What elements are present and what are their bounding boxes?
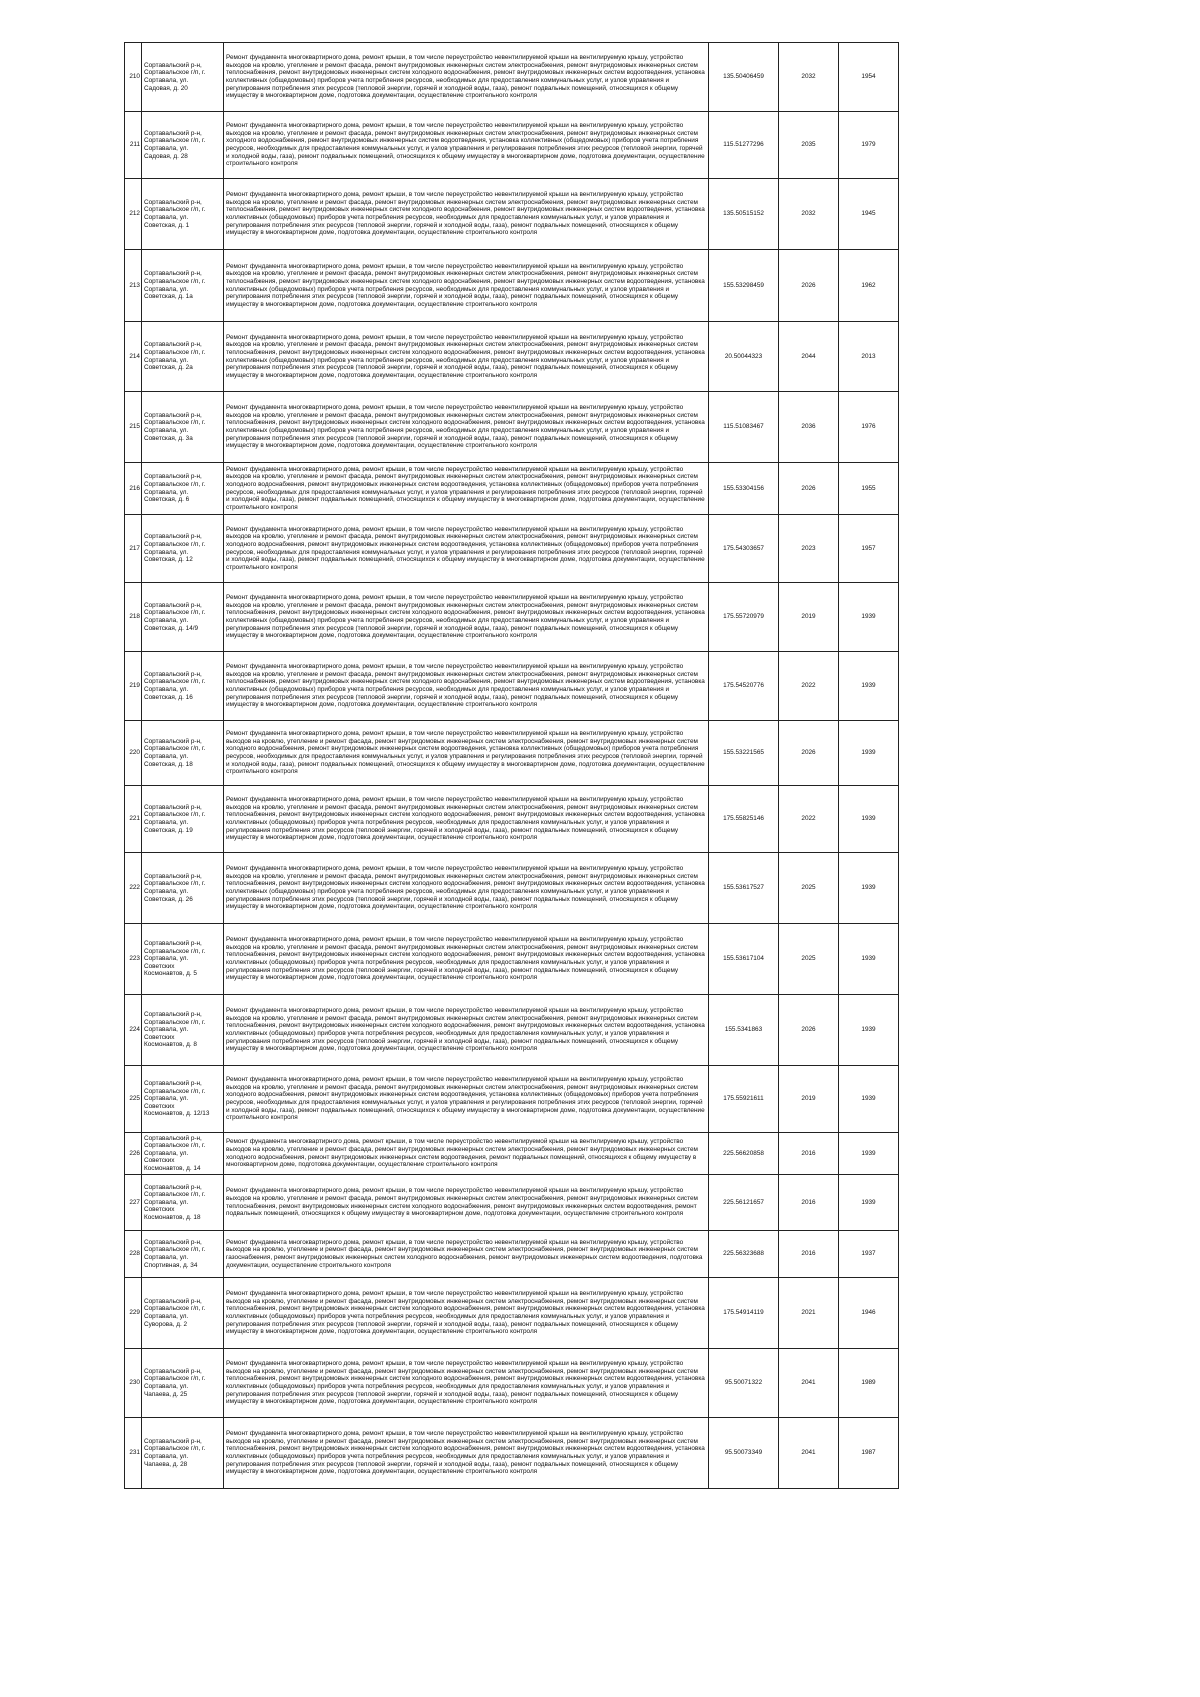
planned-year: 2025 [779,924,839,995]
construction-year: 1954 [839,43,899,112]
construction-year: 1939 [839,924,899,995]
row-number: 224 [125,995,142,1066]
table-row [125,652,899,721]
row-number: 231 [125,1418,142,1489]
construction-year: 1945 [839,179,899,250]
building-code: 175.55825146 [709,786,779,853]
building-code: 225.56323688 [709,1231,779,1278]
planned-year: 2025 [779,853,839,924]
row-number: 216 [125,463,142,515]
table-row [125,786,899,853]
building-address: Сортавальский р-н, Сортавальское г/п, г. Сортавала, ул. Советская, д. 19 [142,786,224,853]
row-number: 210 [125,43,142,112]
table-row [125,721,899,786]
planned-year: 2036 [779,392,839,463]
work-list: Ремонт фундамента многоквартирного дома, ремонт крыши, в том числе переустройство невентилируемой крыши на вентилируемую крышу, устройство выходов на кровлю, утепление и ремонт фасада, ремонт внутридомовых инженерных систем электроснабжения, ремонт внутридомовых инженерных систем холодного водоснабжения, ремонт внутридомовых инженерных систем водоотведения, установка коллективных (общедомовых) приборов учета потребления ресурсов, необходимых для предоставления коммунальных услуг, и узлов управления и регулирования потребления этих ресурсов (тепловой энергии, горячей и холодной воды, газа), ремонт подвальных помещений, относящихся к общему имуществу в многоквартирном доме, подготовка документации, осуществление строительного контроля [224,515,709,583]
planned-year: 2041 [779,1349,839,1418]
row-number: 230 [125,1349,142,1418]
planned-year: 2026 [779,250,839,322]
building-address: Сортавальский р-н, Сортавальское г/п, г. Сортавала, ул. Советских Космонавтов, д. 5 [142,924,224,995]
row-number: 222 [125,853,142,924]
row-number: 219 [125,652,142,721]
building-address: Сортавальский р-н, Сортавальское г/п, г. Сортавала, ул. Советская, д. 3а [142,392,224,463]
planned-year: 2041 [779,1418,839,1489]
building-address: Сортавальский р-н, Сортавальское г/п, г. Сортавала, ул. Советская, д. 1а [142,250,224,322]
table-row [125,1278,899,1349]
row-number: 228 [125,1231,142,1278]
planned-year: 2022 [779,786,839,853]
work-list: Ремонт фундамента многоквартирного дома, ремонт крыши, в том числе переустройство невентилируемой крыши на вентилируемую крышу, устройство выходов на кровлю, утепление и ремонт фасада, ремонт внутридомовых инженерных систем электроснабжения, ремонт внутридомовых инженерных систем теплоснабжения, ремонт внутридомовых инженерных систем холодного водоснабжения, ремонт внутридомовых инженерных систем водоотведения, установка коллективных (общедомовых) приборов учета потребления ресурсов, необходимых для предоставления коммунальных услуг, и узлов управления и регулирования потребления этих ресурсов (тепловой энергии, горячей и холодной воды, газа), ремонт подвальных помещений, относящихся к общему имуществу в многоквартирном доме, подготовка документации, осуществление строительного контроля [224,1278,709,1349]
table-row [125,1066,899,1133]
table-body [125,43,899,1489]
planned-year: 2019 [779,1066,839,1133]
work-list: Ремонт фундамента многоквартирного дома, ремонт крыши, в том числе переустройство невентилируемой крыши на вентилируемую крышу, устройство выходов на кровлю, утепление и ремонт фасада, ремонт внутридомовых инженерных систем электроснабжения, ремонт внутридомовых инженерных систем холодного водоснабжения, ремонт внутридомовых инженерных систем водоотведения, установка коллективных (общедомовых) приборов учета потребления ресурсов, необходимых для предоставления коммунальных услуг, и узлов управления и регулирования потребления этих ресурсов (тепловой энергии, горячей и холодной воды, газа), ремонт подвальных помещений, относящихся к общему имуществу в многоквартирном доме, подготовка документации, осуществление строительного контроля [224,112,709,179]
building-code: 225.56620858 [709,1133,779,1175]
row-number: 227 [125,1175,142,1231]
building-code: 155.53298459 [709,250,779,322]
building-code: 175.54303657 [709,515,779,583]
planned-year: 2016 [779,1133,839,1175]
table-row [125,43,899,112]
building-address: Сортавальский р-н, Сортавальское г/п, г. Сортавала, ул. Советская, д. 18 [142,721,224,786]
building-code: 155.53221565 [709,721,779,786]
table-row [125,924,899,995]
table-row [125,995,899,1066]
work-list: Ремонт фундамента многоквартирного дома, ремонт крыши, в том числе переустройство невентилируемой крыши на вентилируемую крышу, устройство выходов на кровлю, утепление и ремонт фасада, ремонт внутридомовых инженерных систем электроснабжения, ремонт внутридомовых инженерных систем теплоснабжения, ремонт внутридомовых инженерных систем холодного водоснабжения, ремонт внутридомовых инженерных систем водоотведения, установка коллективных (общедомовых) приборов учета потребления ресурсов, необходимых для предоставления коммунальных услуг, и узлов управления и регулирования потребления этих ресурсов (тепловой энергии, горячей и холодной воды, газа), ремонт подвальных помещений, относящихся к общему имуществу в многоквартирном доме, подготовка документации, осуществление строительного контроля [224,392,709,463]
building-code: 115.51277296 [709,112,779,179]
table-row [125,112,899,179]
planned-year: 2044 [779,322,839,392]
row-number: 225 [125,1066,142,1133]
work-list: Ремонт фундамента многоквартирного дома, ремонт крыши, в том числе переустройство невентилируемой крыши на вентилируемую крышу, устройство выходов на кровлю, утепление и ремонт фасада, ремонт внутридомовых инженерных систем электроснабжения, ремонт внутридомовых инженерных систем теплоснабжения, ремонт внутридомовых инженерных систем холодного водоснабжения, ремонт внутридомовых инженерных систем водоотведения, установка коллективных (общедомовых) приборов учета потребления ресурсов, необходимых для предоставления коммунальных услуг, и узлов управления и регулирования потребления этих ресурсов (тепловой энергии, горячей и холодной воды, газа), ремонт подвальных помещений, относящихся к общему имуществу в многоквартирном доме, подготовка документации, осуществление строительного контроля [224,43,709,112]
building-code: 135.50406459 [709,43,779,112]
construction-year: 1957 [839,515,899,583]
row-number: 220 [125,721,142,786]
work-list: Ремонт фундамента многоквартирного дома, ремонт крыши, в том числе переустройство невентилируемой крыши на вентилируемую крышу, устройство выходов на кровлю, утепление и ремонт фасада, ремонт внутридомовых инженерных систем электроснабжения, ремонт внутридомовых инженерных систем холодного водоснабжения, ремонт внутридомовых инженерных систем водоотведения, установка коллективных (общедомовых) приборов учета потребления ресурсов, необходимых для предоставления коммунальных услуг, и узлов управления и регулирования потребления этих ресурсов (тепловой энергии, горячей и холодной воды, газа), ремонт подвальных помещений, относящихся к общему имуществу в многоквартирном доме, подготовка документации, осуществление строительного контроля [224,1066,709,1133]
row-number: 213 [125,250,142,322]
building-code: 155.53304156 [709,463,779,515]
building-address: Сортавальский р-н, Сортавальское г/п, г. Сортавала, ул. Садовая, д. 20 [142,43,224,112]
table-row [125,1349,899,1418]
planned-year: 2021 [779,1278,839,1349]
construction-year: 1939 [839,583,899,652]
work-list: Ремонт фундамента многоквартирного дома, ремонт крыши, в том числе переустройство невентилируемой крыши на вентилируемую крышу, устройство выходов на кровлю, утепление и ремонт фасада, ремонт внутридомовых инженерных систем электроснабжения, ремонт внутридомовых инженерных систем теплоснабжения, ремонт внутридомовых инженерных систем холодного водоснабжения, ремонт внутридомовых инженерных систем водоотведения, установка коллективных (общедомовых) приборов учета потребления ресурсов, необходимых для предоставления коммунальных услуг, и узлов управления и регулирования потребления этих ресурсов (тепловой энергии, горячей и холодной воды, газа), ремонт подвальных помещений, относящихся к общему имуществу в многоквартирном доме, подготовка документации, осуществление строительного контроля [224,1349,709,1418]
planned-year: 2026 [779,721,839,786]
planned-year: 2026 [779,463,839,515]
planned-year: 2022 [779,652,839,721]
row-number: 211 [125,112,142,179]
construction-year: 1979 [839,112,899,179]
building-address: Сортавальский р-н, Сортавальское г/п, г. Сортавала, ул. Спортивная, д. 34 [142,1231,224,1278]
row-number: 226 [125,1133,142,1175]
work-list: Ремонт фундамента многоквартирного дома, ремонт крыши, в том числе переустройство невентилируемой крыши на вентилируемую крышу, устройство выходов на кровлю, утепление и ремонт фасада, ремонт внутридомовых инженерных систем электроснабжения, ремонт внутридомовых инженерных систем холодного водоснабжения, ремонт внутридомовых инженерных систем водоотведения, ремонт подвальных помещений, относящихся к общему имуществу в многоквартирном доме, подготовка документации, осуществление строительного контроля [224,1133,709,1175]
table-row [125,1133,899,1175]
planned-year: 2032 [779,179,839,250]
construction-year: 1939 [839,995,899,1066]
table-row [125,583,899,652]
planned-year: 2023 [779,515,839,583]
work-list: Ремонт фундамента многоквартирного дома, ремонт крыши, в том числе переустройство невентилируемой крыши на вентилируемую крышу, устройство выходов на кровлю, утепление и ремонт фасада, ремонт внутридомовых инженерных систем электроснабжения, ремонт внутридомовых инженерных систем теплоснабжения, ремонт внутридомовых инженерных систем холодного водоснабжения, ремонт внутридомовых инженерных систем водоотведения, установка коллективных (общедомовых) приборов учета потребления ресурсов, необходимых для предоставления коммунальных услуг, и узлов управления и регулирования потребления этих ресурсов (тепловой энергии, горячей и холодной воды, газа), ремонт подвальных помещений, относящихся к общему имуществу в многоквартирном доме, подготовка документации, осуществление строительного контроля [224,924,709,995]
table-row [125,515,899,583]
building-address: Сортавальский р-н, Сортавальское г/п, г. Сортавала, ул. Советских Космонавтов, д. 18 [142,1175,224,1231]
table-row [125,463,899,515]
work-list: Ремонт фундамента многоквартирного дома, ремонт крыши, в том числе переустройство невентилируемой крыши на вентилируемую крышу, устройство выходов на кровлю, утепление и ремонт фасада, ремонт внутридомовых инженерных систем электроснабжения, ремонт внутридомовых инженерных систем теплоснабжения, ремонт внутридомовых инженерных систем холодного водоснабжения, ремонт внутридомовых инженерных систем водоотведения, установка коллективных (общедомовых) приборов учета потребления ресурсов, необходимых для предоставления коммунальных услуг, и узлов управления и регулирования потребления этих ресурсов (тепловой энергии, горячей и холодной воды, газа), ремонт подвальных помещений, относящихся к общему имуществу в многоквартирном доме, подготовка документации, осуществление строительного контроля [224,1418,709,1489]
work-list: Ремонт фундамента многоквартирного дома, ремонт крыши, в том числе переустройство невентилируемой крыши на вентилируемую крышу, устройство выходов на кровлю, утепление и ремонт фасада, ремонт внутридомовых инженерных систем электроснабжения, ремонт внутридомовых инженерных систем теплоснабжения, ремонт внутридомовых инженерных систем холодного водоснабжения, ремонт внутридомовых инженерных систем водоотведения, установка коллективных (общедомовых) приборов учета потребления ресурсов, необходимых для предоставления коммунальных услуг, и узлов управления и регулирования потребления этих ресурсов (тепловой энергии, горячей и холодной воды, газа), ремонт подвальных помещений, относящихся к общему имуществу в многоквартирном доме, подготовка документации, осуществление строительного контроля [224,652,709,721]
planned-year: 2026 [779,995,839,1066]
building-code: 155.53617527 [709,853,779,924]
row-number: 217 [125,515,142,583]
work-list: Ремонт фундамента многоквартирного дома, ремонт крыши, в том числе переустройство невентилируемой крыши на вентилируемую крышу, устройство выходов на кровлю, утепление и ремонт фасада, ремонт внутридомовых инженерных систем электроснабжения, ремонт внутридомовых инженерных систем теплоснабжения, ремонт внутридомовых инженерных систем холодного водоснабжения, ремонт внутридомовых инженерных систем водоотведения, установка коллективных (общедомовых) приборов учета потребления ресурсов, необходимых для предоставления коммунальных услуг, и узлов управления и регулирования потребления этих ресурсов (тепловой энергии, горячей и холодной воды, газа), ремонт подвальных помещений, относящихся к общему имуществу в многоквартирном доме, подготовка документации, осуществление строительного контроля [224,250,709,322]
construction-year: 1955 [839,463,899,515]
construction-year: 1976 [839,392,899,463]
planned-year: 2016 [779,1175,839,1231]
table-row [125,1418,899,1489]
building-code: 155.53617104 [709,924,779,995]
table-row [125,322,899,392]
work-list: Ремонт фундамента многоквартирного дома, ремонт крыши, в том числе переустройство невентилируемой крыши на вентилируемую крышу, устройство выходов на кровлю, утепление и ремонт фасада, ремонт внутридомовых инженерных систем электроснабжения, ремонт внутридомовых инженерных систем теплоснабжения, ремонт внутридомовых инженерных систем холодного водоснабжения, ремонт внутридомовых инженерных систем водоотведения, установка коллективных (общедомовых) приборов учета потребления ресурсов, необходимых для предоставления коммунальных услуг, и узлов управления и регулирования потребления этих ресурсов (тепловой энергии, горячей и холодной воды, газа), ремонт подвальных помещений, относящихся к общему имуществу в многоквартирном доме, подготовка документации, осуществление строительного контроля [224,322,709,392]
building-address: Сортавальский р-н, Сортавальское г/п, г. Сортавала, ул. Советская, д. 26 [142,853,224,924]
building-code: 95.50071322 [709,1349,779,1418]
building-code: 175.55720979 [709,583,779,652]
building-code: 20.50044323 [709,322,779,392]
work-list: Ремонт фундамента многоквартирного дома, ремонт крыши, в том числе переустройство невентилируемой крыши на вентилируемую крышу, устройство выходов на кровлю, утепление и ремонт фасада, ремонт внутридомовых инженерных систем электроснабжения, ремонт внутридомовых инженерных систем теплоснабжения, ремонт внутридомовых инженерных систем холодного водоснабжения, ремонт внутридомовых инженерных систем водоотведения, ремонт подвальных помещений, относящихся к общему имуществу в многоквартирном доме, подготовка документации, осуществление строительного контроля [224,1175,709,1231]
row-number: 212 [125,179,142,250]
table-row [125,853,899,924]
construction-year: 2013 [839,322,899,392]
construction-year: 1937 [839,1231,899,1278]
building-code: 175.55921611 [709,1066,779,1133]
row-number: 229 [125,1278,142,1349]
construction-year: 1946 [839,1278,899,1349]
construction-year: 1989 [839,1349,899,1418]
building-code: 95.50073349 [709,1418,779,1489]
construction-year: 1987 [839,1418,899,1489]
building-address: Сортавальский р-н, Сортавальское г/п, г. Сортавала, ул. Советская, д. 14/9 [142,583,224,652]
building-address: Сортавальский р-н, Сортавальское г/п, г. Сортавала, ул. Советская, д. 6 [142,463,224,515]
work-list: Ремонт фундамента многоквартирного дома, ремонт крыши, в том числе переустройство невентилируемой крыши на вентилируемую крышу, устройство выходов на кровлю, утепление и ремонт фасада, ремонт внутридомовых инженерных систем электроснабжения, ремонт внутридомовых инженерных систем холодного водоснабжения, ремонт внутридомовых инженерных систем водоотведения, установка коллективных (общедомовых) приборов учета потребления ресурсов, необходимых для предоставления коммунальных услуг, и узлов управления и регулирования потребления этих ресурсов (тепловой энергии, горячей и холодной воды, газа), ремонт подвальных помещений, относящихся к общему имуществу в многоквартирном доме, подготовка документации, осуществление строительного контроля [224,463,709,515]
work-list: Ремонт фундамента многоквартирного дома, ремонт крыши, в том числе переустройство невентилируемой крыши на вентилируемую крышу, устройство выходов на кровлю, утепление и ремонт фасада, ремонт внутридомовых инженерных систем электроснабжения, ремонт внутридомовых инженерных систем теплоснабжения, ремонт внутридомовых инженерных систем холодного водоснабжения, ремонт внутридомовых инженерных систем водоотведения, установка коллективных (общедомовых) приборов учета потребления ресурсов, необходимых для предоставления коммунальных услуг, и узлов управления и регулирования потребления этих ресурсов (тепловой энергии, горячей и холодной воды, газа), ремонт подвальных помещений, относящихся к общему имуществу в многоквартирном доме, подготовка документации, осуществление строительного контроля [224,995,709,1066]
building-code: 115.51083467 [709,392,779,463]
building-code: 175.54520776 [709,652,779,721]
building-code: 155.5341863 [709,995,779,1066]
row-number: 214 [125,322,142,392]
work-list: Ремонт фундамента многоквартирного дома, ремонт крыши, в том числе переустройство невентилируемой крыши на вентилируемую крышу, устройство выходов на кровлю, утепление и ремонт фасада, ремонт внутридомовых инженерных систем электроснабжения, ремонт внутридомовых инженерных систем теплоснабжения, ремонт внутридомовых инженерных систем холодного водоснабжения, ремонт внутридомовых инженерных систем водоотведения, установка коллективных (общедомовых) приборов учета потребления ресурсов, необходимых для предоставления коммунальных услуг, и узлов управления и регулирования потребления этих ресурсов (тепловой энергии, горячей и холодной воды, газа), ремонт подвальных помещений, относящихся к общему имуществу в многоквартирном доме, подготовка документации, осуществление строительного контроля [224,179,709,250]
construction-year: 1939 [839,652,899,721]
building-address: Сортавальский р-н, Сортавальское г/п, г. Сортавала, ул. Суворова, д. 2 [142,1278,224,1349]
building-address: Сортавальский р-н, Сортавальское г/п, г. Сортавала, ул. Советских Космонавтов, д. 8 [142,995,224,1066]
building-address: Сортавальский р-н, Сортавальское г/п, г. Сортавала, ул. Советская, д. 1 [142,179,224,250]
building-address: Сортавальский р-н, Сортавальское г/п, г. Сортавала, ул. Советская, д. 12 [142,515,224,583]
row-number: 218 [125,583,142,652]
construction-year: 1939 [839,1066,899,1133]
table-row [125,250,899,322]
table-row [125,392,899,463]
repair-program-table [124,42,899,1489]
work-list: Ремонт фундамента многоквартирного дома, ремонт крыши, в том числе переустройство невентилируемой крыши на вентилируемую крышу, устройство выходов на кровлю, утепление и ремонт фасада, ремонт внутридомовых инженерных систем электроснабжения, ремонт внутридомовых инженерных систем теплоснабжения, ремонт внутридомовых инженерных систем холодного водоснабжения, ремонт внутридомовых инженерных систем водоотведения, установка коллективных (общедомовых) приборов учета потребления ресурсов, необходимых для предоставления коммунальных услуг, и узлов управления и регулирования потребления этих ресурсов (тепловой энергии, горячей и холодной воды, газа), ремонт подвальных помещений, относящихся к общему имуществу в многоквартирном доме, подготовка документации, осуществление строительного контроля [224,583,709,652]
building-address: Сортавальский р-н, Сортавальское г/п, г. Сортавала, ул. Чапаева, д. 25 [142,1349,224,1418]
building-code: 225.56121657 [709,1175,779,1231]
work-list: Ремонт фундамента многоквартирного дома, ремонт крыши, в том числе переустройство невентилируемой крыши на вентилируемую крышу, устройство выходов на кровлю, утепление и ремонт фасада, ремонт внутридомовых инженерных систем электроснабжения, ремонт внутридомовых инженерных систем теплоснабжения, ремонт внутридомовых инженерных систем холодного водоснабжения, ремонт внутридомовых инженерных систем водоотведения, установка коллективных (общедомовых) приборов учета потребления ресурсов, необходимых для предоставления коммунальных услуг, и узлов управления и регулирования потребления этих ресурсов (тепловой энергии, горячей и холодной воды, газа), ремонт подвальных помещений, относящихся к общему имуществу в многоквартирном доме, подготовка документации, осуществление строительного контроля [224,786,709,853]
work-list: Ремонт фундамента многоквартирного дома, ремонт крыши, в том числе переустройство невентилируемой крыши на вентилируемую крышу, устройство выходов на кровлю, утепление и ремонт фасада, ремонт внутридомовых инженерных систем электроснабжения, ремонт внутридомовых инженерных систем газоснабжения, ремонт внутридомовых инженерных систем холодного водоснабжения, ремонт внутридомовых инженерных систем водоотведения, подготовка документации, осуществление строительного контроля [224,1231,709,1278]
planned-year: 2016 [779,1231,839,1278]
building-address: Сортавальский р-н, Сортавальское г/п, г. Сортавала, ул. Советских Космонавтов, д. 12/13 [142,1066,224,1133]
planned-year: 2035 [779,112,839,179]
table-row [125,1231,899,1278]
row-number: 215 [125,392,142,463]
building-code: 135.50515152 [709,179,779,250]
building-address: Сортавальский р-н, Сортавальское г/п, г. Сортавала, ул. Советская, д. 16 [142,652,224,721]
row-number: 221 [125,786,142,853]
construction-year: 1939 [839,786,899,853]
construction-year: 1962 [839,250,899,322]
construction-year: 1939 [839,721,899,786]
construction-year: 1939 [839,1175,899,1231]
planned-year: 2032 [779,43,839,112]
building-address: Сортавальский р-н, Сортавальское г/п, г. Сортавала, ул. Советских Космонавтов, д. 14 [142,1133,224,1175]
building-code: 175.54914119 [709,1278,779,1349]
construction-year: 1939 [839,853,899,924]
table-row [125,1175,899,1231]
work-list: Ремонт фундамента многоквартирного дома, ремонт крыши, в том числе переустройство невентилируемой крыши на вентилируемую крышу, устройство выходов на кровлю, утепление и ремонт фасада, ремонт внутридомовых инженерных систем электроснабжения, ремонт внутридомовых инженерных систем теплоснабжения, ремонт внутридомовых инженерных систем холодного водоснабжения, ремонт внутридомовых инженерных систем водоотведения, установка коллективных (общедомовых) приборов учета потребления ресурсов, необходимых для предоставления коммунальных услуг, и узлов управления и регулирования потребления этих ресурсов (тепловой энергии, горячей и холодной воды, газа), ремонт подвальных помещений, относящихся к общему имуществу в многоквартирном доме, подготовка документации, осуществление строительного контроля [224,853,709,924]
building-address: Сортавальский р-н, Сортавальское г/п, г. Сортавала, ул. Советская, д. 2а [142,322,224,392]
work-list: Ремонт фундамента многоквартирного дома, ремонт крыши, в том числе переустройство невентилируемой крыши на вентилируемую крышу, устройство выходов на кровлю, утепление и ремонт фасада, ремонт внутридомовых инженерных систем электроснабжения, ремонт внутридомовых инженерных систем холодного водоснабжения, ремонт внутридомовых инженерных систем водоотведения, установка коллективных (общедомовых) приборов учета потребления ресурсов, необходимых для предоставления коммунальных услуг, и узлов управления и регулирования потребления этих ресурсов (тепловой энергии, горячей и холодной воды, газа), ремонт подвальных помещений, относящихся к общему имуществу в многоквартирном доме, подготовка документации, осуществление строительного контроля [224,721,709,786]
construction-year: 1939 [839,1133,899,1175]
planned-year: 2019 [779,583,839,652]
row-number: 223 [125,924,142,995]
building-address: Сортавальский р-н, Сортавальское г/п, г. Сортавала, ул. Чапаева, д. 28 [142,1418,224,1489]
table-row [125,179,899,250]
building-address: Сортавальский р-н, Сортавальское г/п, г. Сортавала, ул. Садовая, д. 28 [142,112,224,179]
